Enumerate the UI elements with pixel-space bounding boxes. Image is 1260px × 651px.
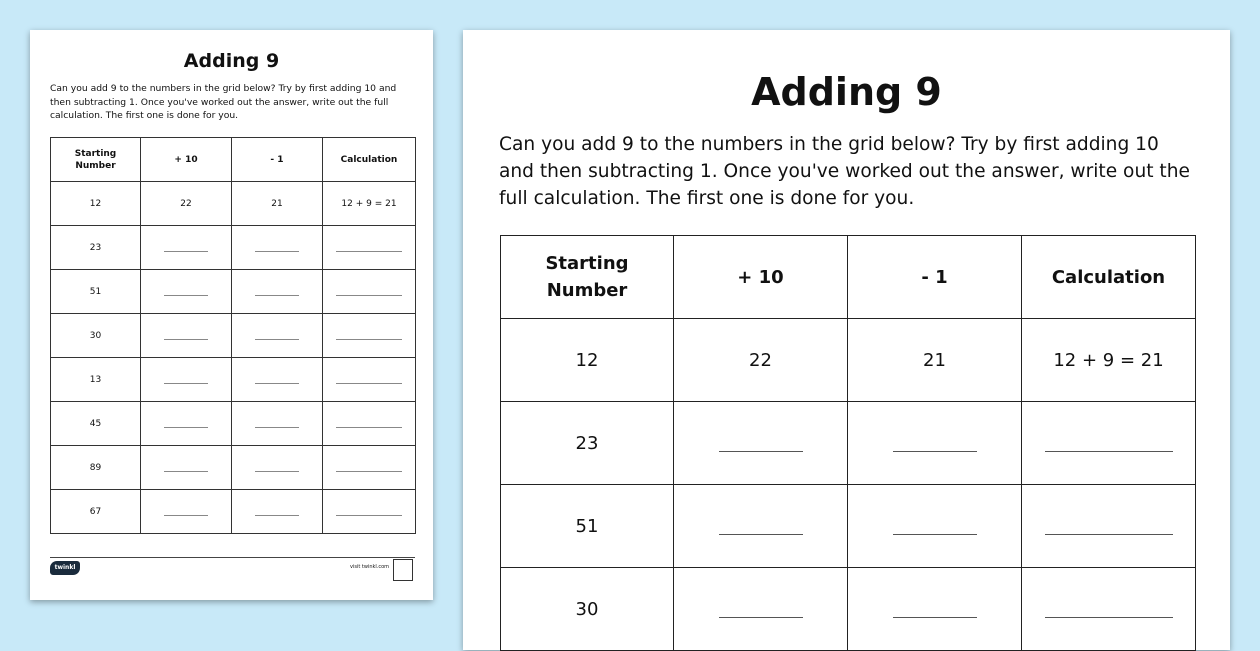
- answer-blank[interactable]: [141, 226, 232, 270]
- answer-blank[interactable]: [232, 402, 323, 446]
- answer-blank[interactable]: [848, 485, 1022, 568]
- answer-blank[interactable]: [141, 402, 232, 446]
- cell-start: 51: [51, 270, 141, 314]
- answer-blank[interactable]: [674, 568, 848, 651]
- answer-blank[interactable]: [323, 446, 416, 490]
- answer-blank[interactable]: [323, 314, 416, 358]
- cell-start: 89: [51, 446, 141, 490]
- cell-start: 30: [51, 314, 141, 358]
- table-row: [51, 270, 416, 314]
- cell-start: 13: [51, 358, 141, 402]
- table-header-row: [501, 236, 1196, 319]
- answer-blank[interactable]: [848, 402, 1022, 485]
- worksheet-title: Adding 9: [751, 70, 942, 114]
- header-minus-one: - 1: [848, 236, 1022, 319]
- cell-start: 45: [51, 402, 141, 446]
- answer-blank[interactable]: [141, 490, 232, 534]
- cell-plus-ten: 22: [674, 319, 848, 402]
- table-row: [51, 358, 416, 402]
- cell-minus-one: 21: [848, 319, 1022, 402]
- answer-blank[interactable]: [674, 485, 848, 568]
- footer-visit-text: visit twinkl.com: [350, 564, 390, 570]
- table-row: [501, 319, 1196, 402]
- table-row: [51, 490, 416, 534]
- table-row: [51, 446, 416, 490]
- quality-badge-icon: [393, 559, 413, 581]
- cell-minus-one: 21: [232, 182, 323, 226]
- answer-blank[interactable]: [323, 270, 416, 314]
- answer-blank[interactable]: [232, 358, 323, 402]
- cell-start: 12: [501, 319, 674, 402]
- worksheet-preview-small: [30, 30, 433, 600]
- answer-blank[interactable]: [232, 270, 323, 314]
- worksheet-table: [50, 137, 416, 534]
- cell-calculation: 12 + 9 = 21: [323, 182, 416, 226]
- footer-divider: [50, 557, 415, 558]
- cell-start: 12: [51, 182, 141, 226]
- answer-blank[interactable]: [232, 314, 323, 358]
- table-row: [501, 485, 1196, 568]
- header-minus-one: - 1: [232, 138, 323, 182]
- answer-blank[interactable]: [141, 446, 232, 490]
- worksheet-title: Adding 9: [183, 50, 280, 72]
- answer-blank[interactable]: [674, 402, 848, 485]
- answer-blank[interactable]: [232, 226, 323, 270]
- header-starting-number: Starting Number: [501, 236, 674, 319]
- table-row: [501, 402, 1196, 485]
- header-calculation: Calculation: [1022, 236, 1196, 319]
- worksheet-preview-large: [463, 30, 1230, 650]
- cell-start: 30: [501, 568, 674, 651]
- twinkl-logo: twinkl: [50, 561, 80, 575]
- cell-start: 51: [501, 485, 674, 568]
- cell-plus-ten: 22: [141, 182, 232, 226]
- table-row: [51, 402, 416, 446]
- answer-blank[interactable]: [848, 568, 1022, 651]
- answer-blank[interactable]: [1022, 402, 1196, 485]
- answer-blank[interactable]: [232, 446, 323, 490]
- header-calculation: Calculation: [323, 138, 416, 182]
- worksheet-table: [500, 235, 1196, 651]
- answer-blank[interactable]: [1022, 568, 1196, 651]
- answer-blank[interactable]: [323, 226, 416, 270]
- table-row: [51, 314, 416, 358]
- worksheet-instructions: Can you add 9 to the numbers in the grid below? Try by first adding 10 and then subtracting 1. Once you've worked out the answer, write out the full calculation. The first one is done for you.: [499, 134, 1190, 209]
- answer-blank[interactable]: [323, 358, 416, 402]
- table-row: [51, 182, 416, 226]
- header-starting-number: Starting Number: [51, 138, 141, 182]
- header-plus-ten: + 10: [674, 236, 848, 319]
- cell-calculation: 12 + 9 = 21: [1022, 319, 1196, 402]
- answer-blank[interactable]: [232, 490, 323, 534]
- table-row: [501, 568, 1196, 651]
- answer-blank[interactable]: [141, 314, 232, 358]
- cell-start: 67: [51, 490, 141, 534]
- table-row: [51, 226, 416, 270]
- answer-blank[interactable]: [323, 402, 416, 446]
- cell-start: 23: [501, 402, 674, 485]
- cell-start: 23: [51, 226, 141, 270]
- header-plus-ten: + 10: [141, 138, 232, 182]
- worksheet-instructions: Can you add 9 to the numbers in the grid below? Try by first adding 10 and then subtracting 1. Once you've worked out the answer, write out the full calculation. The first one is done for you.: [50, 83, 397, 121]
- answer-blank[interactable]: [141, 270, 232, 314]
- table-header-row: [51, 138, 416, 182]
- answer-blank[interactable]: [323, 490, 416, 534]
- answer-blank[interactable]: [141, 358, 232, 402]
- answer-blank[interactable]: [1022, 485, 1196, 568]
